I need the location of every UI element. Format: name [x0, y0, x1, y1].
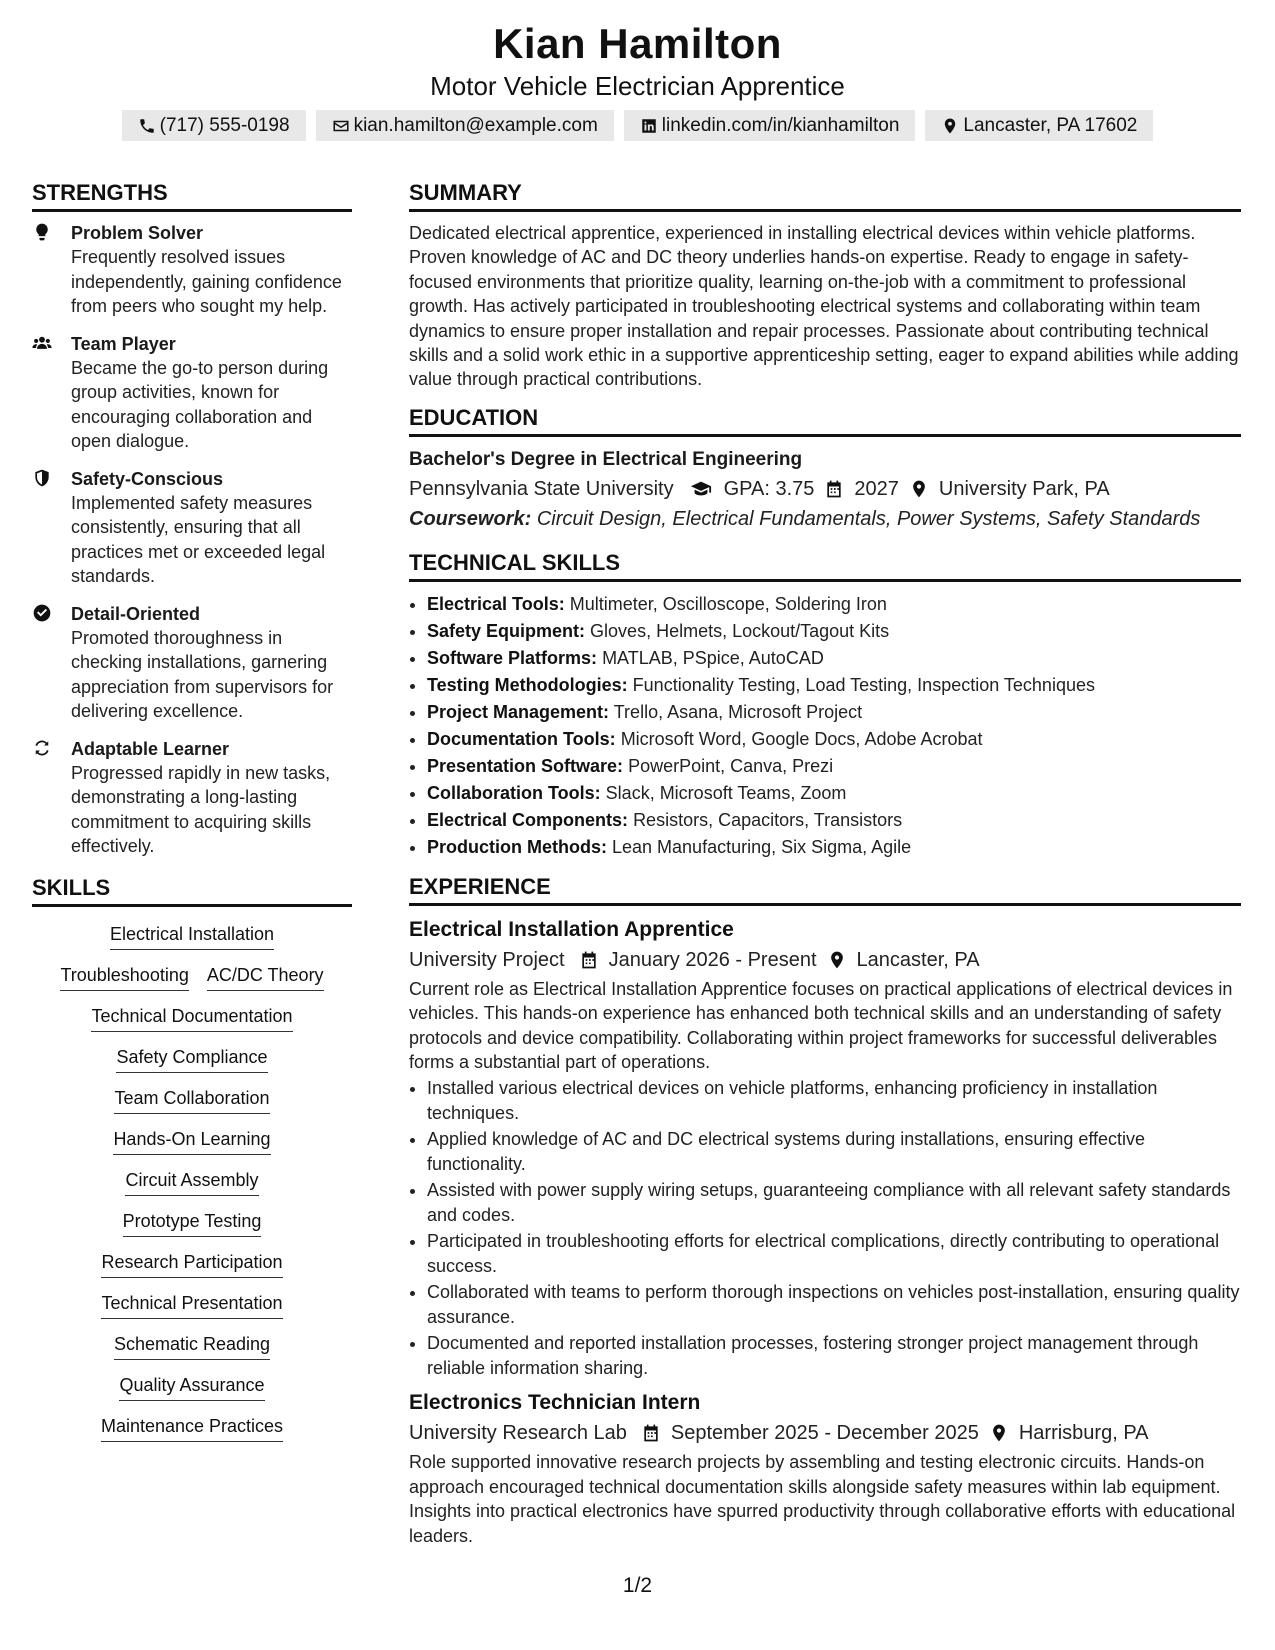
skill-tag: Schematic Reading — [114, 1332, 270, 1360]
technical-skills-section — [409, 548, 1241, 861]
job-bullet: • Applied knowledge of AC and DC electrical systems during installations, ensuring effective functionality. — [427, 1127, 1241, 1176]
summary-text: Dedicated electrical apprentice, experienced in installing electrical devices within vehicle platforms. Proven knowledge of AC and DC theory underlies hands-on expertise. Ready to engage in safety-focused environments that prioritize quality, learning on-the-job with a commitment to professional growth. Has actively participated in troubleshooting electrical systems and collaborating within team dynamics to ensure proper installation and repair processes. Passionate about contributing technical skills and a solid work ethic in a supportive apprenticeship setting, eager to expand abilities while adding value through practical contributions. — [409, 223, 1239, 390]
tech-skill-label: Documentation Tools: — [427, 728, 616, 749]
job-bullet: • Documented and reported installation processes, fostering stronger project management through reliable information sharing. — [427, 1331, 1241, 1380]
skill-tag: Technical Documentation — [91, 1004, 292, 1032]
job-bullet: • Participated in troubleshooting efforts for electrical complications, directly contributing to operational success. — [427, 1229, 1241, 1278]
experience-heading: EXPERIENCE — [409, 872, 1241, 906]
contact-location — [925, 110, 1153, 141]
strength-desc: Progressed rapidly in new tasks, demonstrating a long-lasting commitment to acquiring skills effectively. — [71, 762, 331, 856]
check-circle-icon — [32, 603, 54, 625]
strength-item — [32, 602, 352, 724]
school-name: Pennsylvania State University — [409, 477, 674, 500]
coursework-line — [409, 504, 1241, 534]
tech-skill-item — [427, 753, 1241, 780]
job-dates: September 2025 - December 2025 — [670, 1422, 979, 1445]
skill-tag: Circuit Assembly — [125, 1168, 258, 1196]
phone-icon — [138, 117, 156, 135]
skill-tag: Safety Compliance — [116, 1045, 267, 1073]
tech-skill-label: Presentation Software: — [427, 755, 624, 776]
job-org: University Project — [409, 948, 565, 971]
strength-item — [32, 221, 352, 319]
tech-skill-item — [427, 618, 1241, 645]
tech-skill-item — [427, 672, 1241, 699]
graduation-year: 2027 — [854, 477, 899, 500]
tech-skill-label: Software Platforms: — [427, 647, 598, 668]
education-section — [409, 403, 1241, 534]
contact-linkedin-text: linkedin.com/in/kianhamilton — [661, 115, 900, 136]
tech-skill-value: MATLAB, PSpice, AutoCAD — [602, 647, 824, 668]
calendar-icon — [579, 950, 599, 970]
tech-skill-item — [427, 645, 1241, 672]
contact-email[interactable] — [316, 110, 614, 141]
lightbulb-icon — [32, 222, 54, 244]
tech-skill-value: Microsoft Word, Google Docs, Adobe Acrobat — [620, 728, 983, 749]
tech-skill-value: Resistors, Capacitors, Transistors — [633, 809, 903, 830]
candidate-title: Motor Vehicle Electrician Apprentice — [430, 71, 845, 101]
strength-item — [32, 467, 352, 589]
coursework-list: Circuit Design, Electrical Fundamentals, Power Systems, Safety Standards — [536, 507, 1201, 530]
job-bullets — [409, 1076, 1241, 1380]
experience-section — [409, 872, 1241, 1548]
job-entry — [409, 915, 1241, 1381]
skill-tag: Research Participation — [101, 1250, 282, 1278]
strength-title: Safety-Conscious — [71, 468, 224, 489]
contact-linkedin[interactable] — [624, 110, 916, 141]
left-column — [32, 178, 352, 1442]
degree-title: Bachelor's Degree in Electrical Engineering — [409, 448, 803, 470]
tech-skill-item — [427, 807, 1241, 834]
strengths-heading: STRENGTHS — [32, 178, 352, 212]
tech-skill-value: PowerPoint, Canva, Prezi — [628, 755, 834, 776]
map-pin-icon — [827, 950, 847, 970]
technical-skills-heading: TECHNICAL SKILLS — [409, 548, 1241, 582]
tech-skill-item — [427, 834, 1241, 861]
map-pin-icon — [941, 117, 959, 135]
map-pin-icon — [909, 479, 929, 499]
skill-tag: Hands-On Learning — [113, 1127, 270, 1155]
tech-skill-label: Testing Methodologies: — [427, 674, 628, 695]
tech-skill-label: Safety Equipment: — [427, 620, 586, 641]
resume-header — [0, 18, 1275, 141]
job-dates: January 2026 - Present — [608, 948, 817, 971]
education-heading: EDUCATION — [409, 403, 1241, 437]
skills-list — [32, 916, 352, 1442]
tech-skill-value: Multimeter, Oscilloscope, Soldering Iron — [569, 593, 887, 614]
skill-tag: Troubleshooting — [60, 963, 188, 991]
contact-location-text: Lancaster, PA 17602 — [963, 115, 1138, 136]
tech-skill-value: Gloves, Helmets, Lockout/Tagout Kits — [590, 620, 890, 641]
job-title: Electronics Technician Intern — [409, 1391, 701, 1415]
sync-icon — [32, 738, 54, 760]
linkedin-icon — [640, 117, 658, 135]
skills-heading: SKILLS — [32, 873, 352, 907]
skill-tag: Team Collaboration — [114, 1086, 269, 1114]
contact-phone-text: (717) 555-0198 — [159, 115, 290, 136]
right-column — [409, 178, 1241, 1559]
strength-desc: Became the go-to person during group activities, known for encouraging collaboration and open dialogue. — [71, 357, 329, 451]
job-meta — [409, 945, 1241, 975]
education-meta — [409, 474, 1241, 504]
technical-skills-list — [409, 591, 1241, 861]
job-location: Lancaster, PA — [856, 948, 980, 971]
calendar-icon — [824, 479, 844, 499]
contact-email-text: kian.hamilton@example.com — [353, 115, 598, 136]
tech-skill-label: Electrical Components: — [427, 809, 629, 830]
coursework-label: Coursework: — [409, 507, 532, 530]
tech-skill-label: Electrical Tools: — [427, 593, 565, 614]
skill-tag: Maintenance Practices — [101, 1414, 283, 1442]
graduation-cap-icon — [688, 478, 714, 500]
shield-icon — [32, 468, 54, 490]
strength-title: Problem Solver — [71, 223, 204, 243]
skill-tag: Prototype Testing — [123, 1209, 262, 1237]
job-entry — [409, 1388, 1241, 1548]
job-description: Current role as Electrical Installation Apprentice focuses on practical applications of electrical devices in vehicles. This hands-on experience has enhanced both technical skills and an understanding of safety protocols and device compatibility. Collaborating within project frameworks for successful deliverables forms a substantial part of operations. — [409, 978, 1233, 1073]
job-bullet: • Assisted with power supply wiring setups, guaranteeing compliance with all relevant safety standards and codes. — [427, 1178, 1241, 1227]
skill-tag: Technical Presentation — [101, 1291, 282, 1319]
tech-skill-label: Collaboration Tools: — [427, 782, 601, 803]
summary-heading: SUMMARY — [409, 178, 1241, 212]
tech-skill-value: Slack, Microsoft Teams, Zoom — [605, 782, 847, 803]
tech-skill-item — [427, 591, 1241, 618]
tech-skill-item — [427, 726, 1241, 753]
contact-phone[interactable] — [122, 110, 306, 141]
candidate-name: Kian Hamilton — [493, 20, 782, 67]
job-meta — [409, 1418, 1241, 1448]
job-org: University Research Lab — [409, 1422, 627, 1445]
tech-skill-label: Production Methods: — [427, 836, 607, 857]
skill-tag: Quality Assurance — [119, 1373, 264, 1401]
contact-bar — [0, 110, 1275, 141]
job-bullet: • Collaborated with teams to perform thorough inspections on vehicles post-installation, ensuring quality assurance. — [427, 1280, 1241, 1329]
users-icon — [32, 333, 54, 355]
strength-desc: Implemented safety measures consistently, ensuring that all practices met or exceeded legal standards. — [71, 492, 326, 586]
school-location: University Park, PA — [938, 477, 1110, 500]
tech-skill-label: Project Management: — [427, 701, 610, 722]
tech-skill-value: Functionality Testing, Load Testing, Inspection Techniques — [632, 674, 1095, 695]
envelope-icon — [332, 117, 350, 135]
page-number: 1/2 — [622, 1574, 653, 1597]
summary-section — [409, 178, 1241, 392]
job-bullet: • Installed various electrical devices on vehicle platforms, enhancing proficiency in installation techniques. — [427, 1076, 1241, 1125]
strength-title: Adaptable Learner — [71, 738, 230, 759]
strength-item — [32, 332, 352, 454]
map-pin-icon — [989, 1423, 1009, 1443]
strength-title: Team Player — [71, 333, 176, 354]
tech-skill-item — [427, 780, 1241, 807]
tech-skill-value: Lean Manufacturing, Six Sigma, Agile — [612, 836, 912, 857]
skill-tag: Electrical Installation — [110, 922, 274, 950]
job-description: Role supported innovative research projects by assembling and testing electronic circuits. Hands-on approach encouraged technical documentation skills alongside safety measures within lab equipment. Insights into practical electronics have spurred productivity through collaborative efforts with educational leaders. — [409, 1452, 1236, 1546]
strength-desc: Frequently resolved issues independently, gaining confidence from peers who sought my help. — [71, 247, 342, 316]
strength-desc: Promoted thoroughness in checking installations, garnering appreciation from supervisors for delivering excellence. — [71, 627, 334, 721]
job-location: Harrisburg, PA — [1018, 1422, 1149, 1445]
skill-tag: AC/DC Theory — [207, 963, 324, 991]
calendar-icon — [641, 1423, 661, 1443]
strength-title: Detail-Oriented — [71, 603, 201, 624]
gpa: GPA: 3.75 — [723, 477, 815, 500]
job-title: Electrical Installation Apprentice — [409, 917, 734, 941]
strength-item — [32, 737, 352, 859]
tech-skill-item — [427, 699, 1241, 726]
tech-skill-value: Trello, Asana, Microsoft Project — [613, 701, 863, 722]
